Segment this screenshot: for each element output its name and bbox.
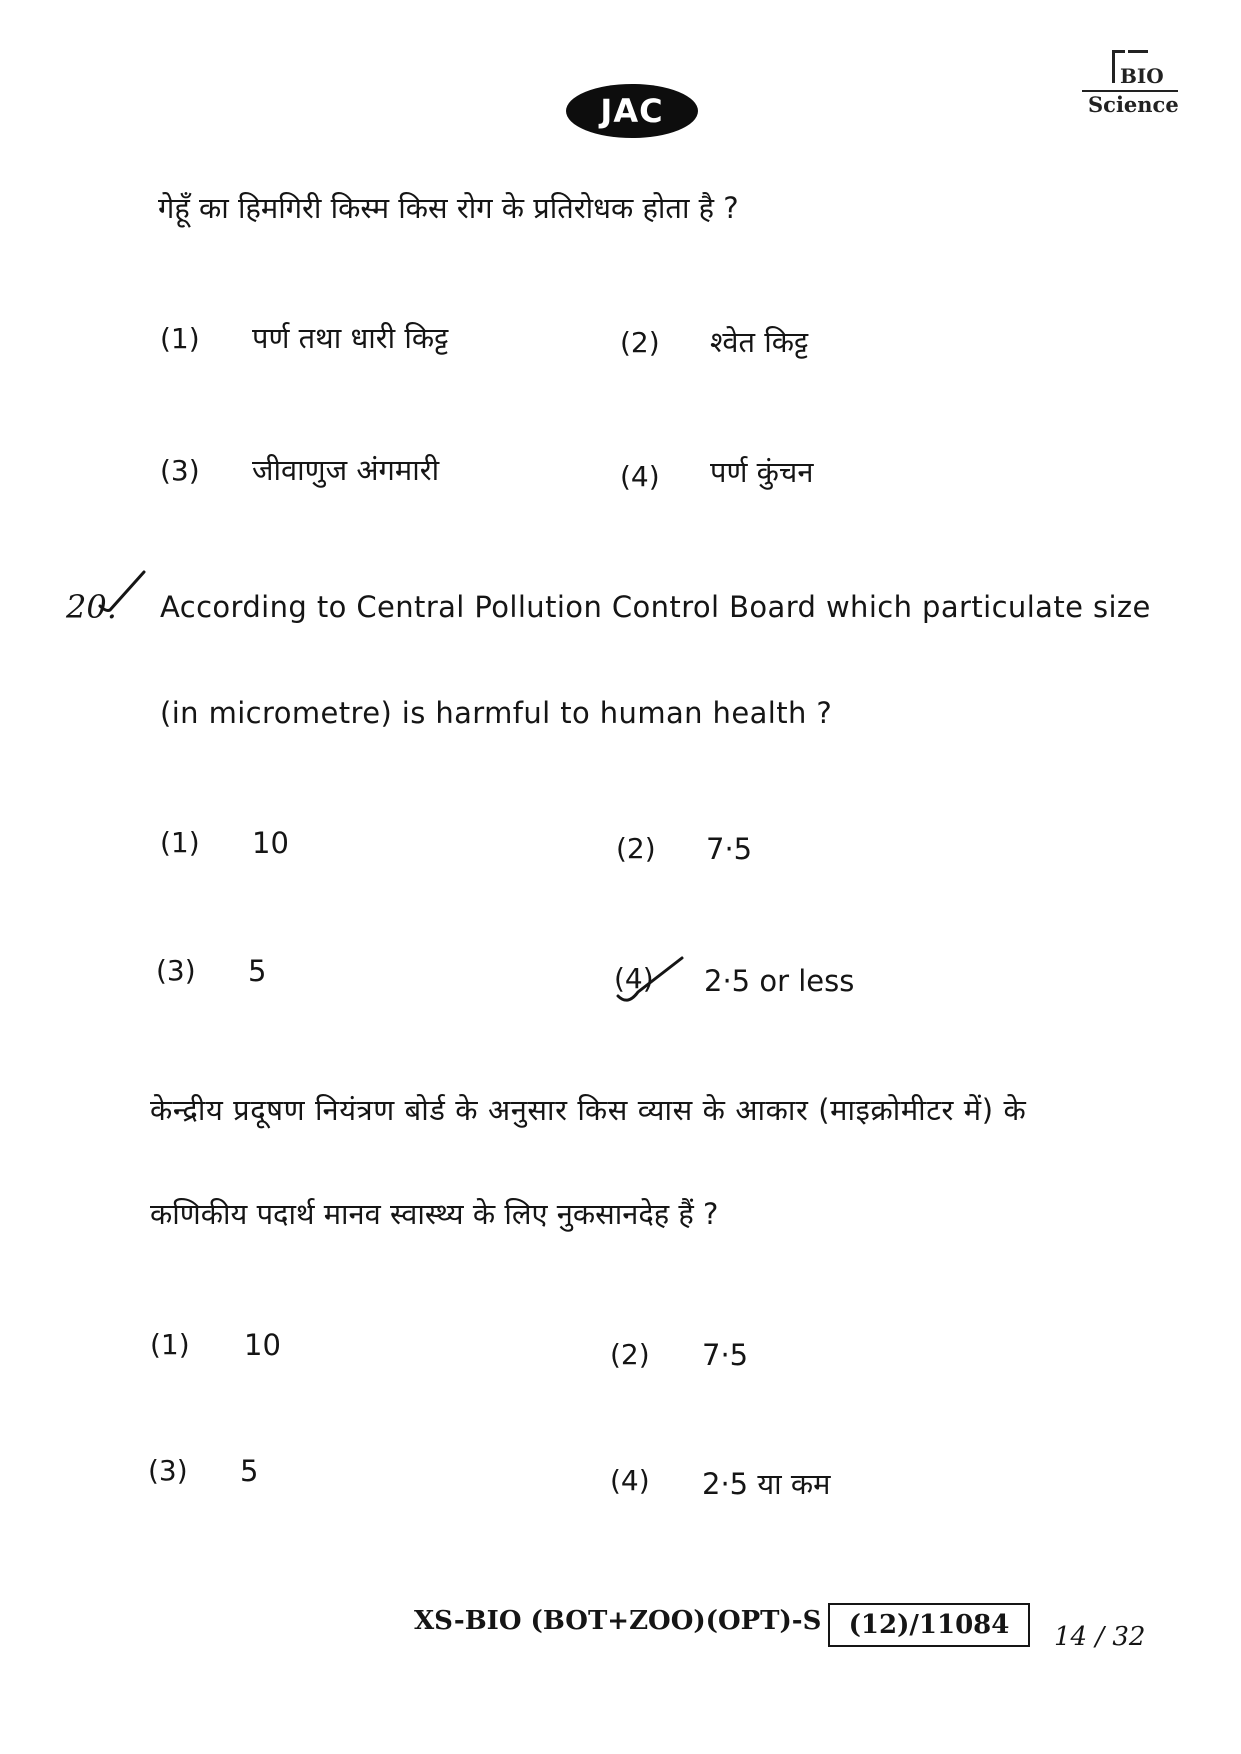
question-20-english-line1: According to Central Pollution Control Board which particulate size [160,590,1151,624]
question-check-mark-icon [96,566,148,618]
question-20-hindi-line2: कणिकीय पदार्थ मानव स्वास्थ्य के लिए नुकसानदेह हैं ? [150,1197,719,1231]
stamp-line1: BIO [1120,64,1164,88]
en-option-2-num: (2) [616,832,656,865]
en-option-1-text: 10 [252,826,289,860]
stamp-line2: Science [1088,92,1179,117]
prev-question-hindi: गेहूँ का हिमगिरी किस्म किस रोग के प्रतिरोधक होता है ? [158,191,739,225]
question-20-hindi-line1: केन्द्रीय प्रदूषण नियंत्रण बोर्ड के अनुसार किस व्यास के आकार (माइक्रोमीटर में) के [150,1093,1027,1127]
prev-option-1-text: पर्ण तथा धारी किट्ट [252,321,449,355]
prev-option-4-text: पर्ण कुंचन [710,455,814,489]
subject-stamp [1082,50,1180,130]
stamp-dash [1128,50,1148,53]
prev-option-4-num: (4) [620,460,660,493]
jac-logo [566,84,698,138]
en-option-4-num: (4) [614,962,654,995]
prev-option-3-text: जीवाणुज अंगमारी [252,453,440,487]
hi-option-2-num: (2) [610,1338,650,1371]
en-option-1-num: (1) [160,826,200,859]
en-option-3-text: 5 [248,954,267,988]
footer-box-code: (12)/11084 [828,1603,1030,1647]
hi-option-4-num: (4) [610,1464,650,1497]
hi-option-1-text: 10 [244,1328,281,1362]
hi-option-3-text: 5 [240,1454,259,1488]
answer-check-mark-icon [608,952,688,1010]
footer-page-number: 14 / 32 [1054,1622,1146,1652]
question-20-number: 20. [66,588,117,626]
footer-paper-code: XS-BIO (BOT+ZOO)(OPT)-S [414,1606,822,1636]
hi-option-4-text: 2·5 या कम [702,1467,831,1501]
prev-option-3-num: (3) [160,454,200,487]
jac-logo-text: JAC [600,92,664,130]
prev-option-1-num: (1) [160,322,200,355]
hi-option-3-num: (3) [148,1454,188,1487]
hi-option-1-num: (1) [150,1328,190,1361]
hi-option-2-text: 7·5 [702,1338,749,1372]
en-option-3-num: (3) [156,954,196,987]
prev-option-2-num: (2) [620,326,660,359]
en-option-4-text: 2·5 or less [704,964,855,998]
question-20-english-line2: (in micrometre) is harmful to human health ? [160,696,833,730]
en-option-2-text: 7·5 [706,832,753,866]
prev-option-2-text: श्वेत किट्ट [710,325,809,359]
